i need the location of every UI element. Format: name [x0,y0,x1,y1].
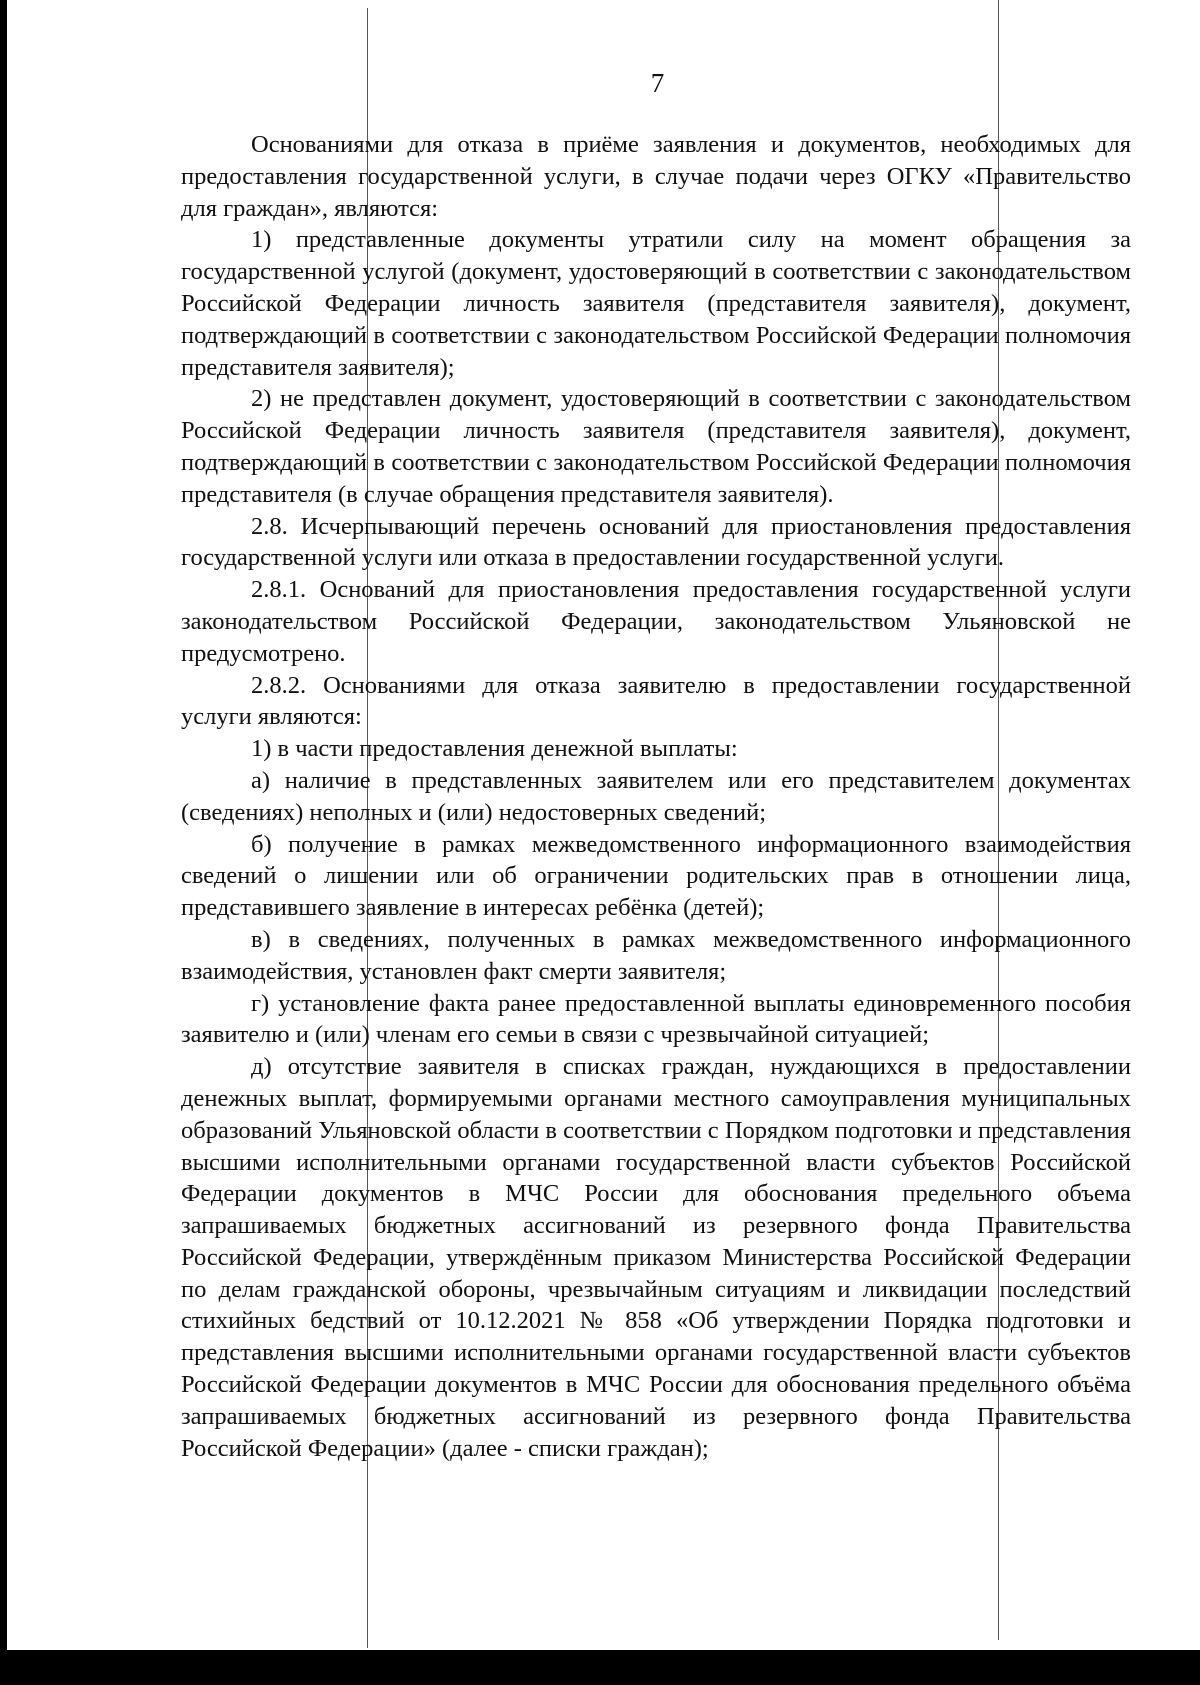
scan-bottom-edge [0,1650,1200,1685]
paragraph-item-2-missing-id: 2) не представлен документ, удостоверяющий в соответствии с законодательством Российской Федерации личность заявителя (представителя заявителя), документ, подтверждающий в соответствии с законодательством Российской Федерации полномочия представителя (в случае обращения представителя заявителя). [181,385,1131,508]
page-number: 7 [650,68,665,98]
paragraph-refusal-grounds-ogku: Основаниями для отказа в приёме заявления и документов, необходимых для предоставления государственной услуги, в случае подачи через ОГКУ «Правительство для граждан», являются: [181,131,1131,222]
scan-left-edge [0,0,7,1685]
paragraph-section-2-8-2: 2.8.2. Основаниями для отказа заявителю в предоставлении государственной услуги являются: [181,671,1131,731]
paragraph-section-2-8-1: 2.8.1. Оснований для приостановления предоставления государственной услуги законодательством Российской Федерации, законодательством Ульяновской не предусмотрено. [181,576,1131,667]
paragraph-section-2-8: 2.8. Исчерпывающий перечень оснований для приостановления предоставления государственной услуги или отказа в предоставлении государственной услуги. [181,512,1131,572]
document-body [181,129,1131,1464]
paragraph-payment-part: 1) в части предоставления денежной выплаты: [251,735,738,763]
paragraph-item-b: б) получение в рамках межведомственного информационного взаимодействия сведений о лишении или об ограничении родительских прав в отношении лица, представившего заявление в интересах ребёнка (детей); [181,830,1131,922]
paragraph-item-1-expired-documents: 1) представленные документы утратили силу на момент обращения за государственной услугой (документ, удостоверяющий в соответствии с законодательством Российской Федерации личность заявителя (представителя заявителя), документ, подтверждающий в соответствии с законодательством Российской Федерации полномочия представителя заявителя); [181,226,1131,381]
paragraph-item-a: а) наличие в представленных заявителем или его представителем документах (сведениях) неполных и (или) недостоверных сведений; [181,766,1131,826]
paragraph-item-d: д) отсутствие заявителя в списках граждан, нуждающихся в предоставлении денежных выплат, формируемыми органами местного самоуправления муниципальных образований Ульяновской области в соответствии с Порядком подготовки и представления высшими исполнительными органами государственной власти субъектов Российской Федерации документов в МЧС России для обоснования предельного объема запрашиваемых бюджетных ассигнований из резервного фонда Правительства Российской Федерации, утверждённым приказом Министерства Российской Федерации по делам гражданской обороны, чрезвычайным ситуациям и ликвидации последствий стихийных бедствий от 10.12.2021 № 858 «Об утверждении Порядка подготовки и представления высшими исполнительными органами государственной власти субъектов Российской Федерации документов в МЧС России для обоснования предельного объёма запрашиваемых бюджетных ассигнований из резервного фонда Правительства Российской Федерации» (далее - списки граждан); [181,1053,1131,1462]
paragraph-item-v: в) в сведениях, полученных в рамках межведомственного информационного взаимодействия, установлен факт смерти заявителя; [181,925,1131,985]
paragraph-item-g: г) установление факта ранее предоставленной выплаты единовременного пособия заявителю и (или) членам его семьи в связи с чрезвычайной ситуацией; [181,989,1131,1049]
